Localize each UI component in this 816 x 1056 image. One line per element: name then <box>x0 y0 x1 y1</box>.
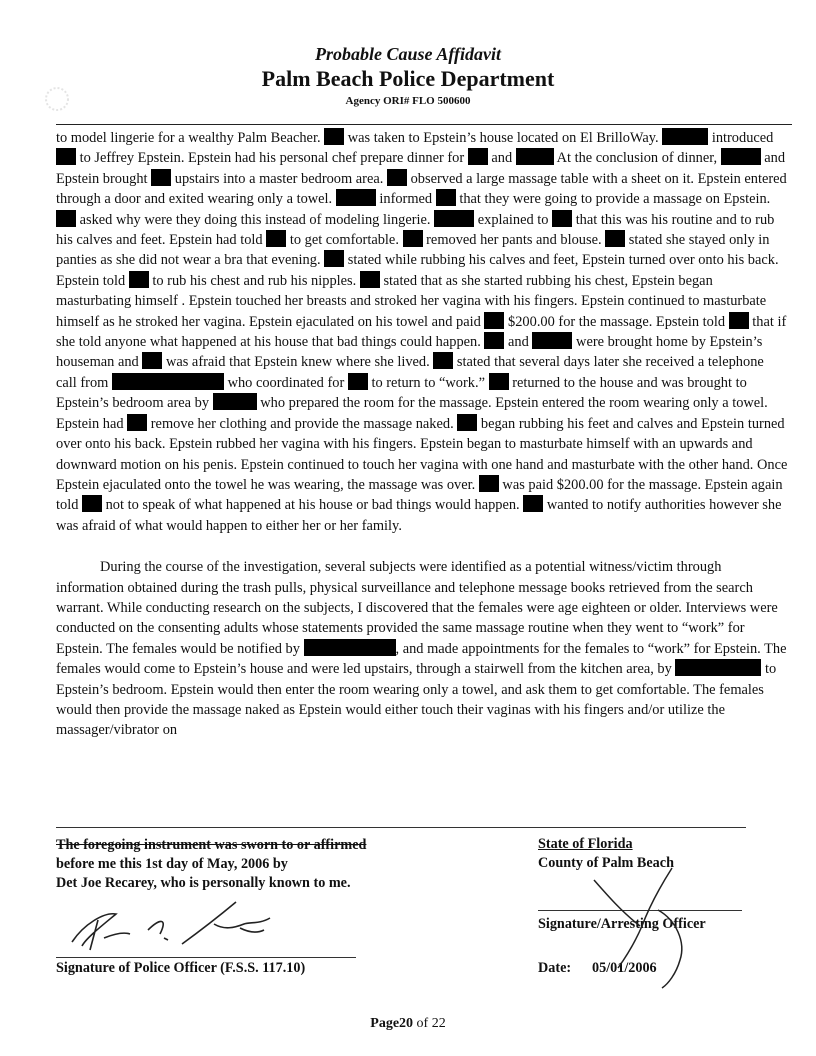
redaction-bar <box>675 659 761 676</box>
redaction-bar <box>56 148 76 165</box>
redaction-bar <box>721 148 761 165</box>
redaction-bar <box>82 495 102 512</box>
page-number: Page20 of 22 <box>370 1016 446 1031</box>
redaction-bar <box>127 414 147 431</box>
redaction-bar <box>112 373 224 390</box>
redaction-bar <box>142 352 162 369</box>
redaction-bar <box>266 230 286 247</box>
officer-signature-rule <box>56 957 356 958</box>
agency-ori: Agency ORI# FLO 500600 <box>345 95 471 107</box>
redaction-bar <box>434 210 474 227</box>
redaction-bar <box>436 189 456 206</box>
redaction-bar <box>403 230 423 247</box>
sworn-line-2: before me this 1st day of May, 2006 by <box>56 856 288 872</box>
sworn-line-3: Det Joe Recarey, who is personally known to me. <box>56 875 351 891</box>
department-name: Palm Beach Police Department <box>261 66 555 91</box>
county-label: County of Palm Beach <box>538 855 674 871</box>
redaction-bar <box>457 414 477 431</box>
redaction-bar <box>360 271 380 288</box>
sworn-line-1: The foregoing instrument was sworn to or affirmed <box>56 837 367 853</box>
redaction-bar <box>468 148 488 165</box>
redaction-bar <box>605 230 625 247</box>
officer-signature-scribble <box>64 894 294 956</box>
redaction-bar <box>489 373 509 390</box>
narrative-paragraph-2: During the course of the investigation, several subjects were identified as a potential witness/victim through information obtained during the trash pulls, physical surveillance and telephone message books retrieved from the search warrant. While conducting research on the subjects, I discovered that the females were age eighteen or older. Interviews were conducted on the consenting adults whose statements provided the same massage routine when they went to “work” for Epstein. The females would be notified by , and made appointments for the females to “work” for Epstein. The females would come to Epstein’s house and were led upstairs, through a stairwell from the kitchen area, by to Epstein’s bedroom. Epstein would then enter the room wearing only a towel, and ask them to get comfortable. The females would then provide the massage naked as Epstein would either touch their vaginas with his fingers and/or utilize the massager/vibrator on <box>56 559 787 739</box>
redaction-bar <box>304 639 396 656</box>
redaction-bar <box>433 352 453 369</box>
faint-stamp-mark <box>38 84 76 114</box>
redaction-bar <box>516 148 554 165</box>
redaction-bar <box>348 373 368 390</box>
redaction-bar <box>484 332 504 349</box>
sworn-statement <box>56 836 476 893</box>
header-rule <box>56 124 792 125</box>
redaction-bar <box>729 312 749 329</box>
redaction-bar <box>151 169 171 186</box>
redaction-bar <box>523 495 543 512</box>
affidavit-body <box>56 128 788 741</box>
redaction-bar <box>324 128 344 145</box>
redaction-bar <box>662 128 708 145</box>
signature-section-rule <box>56 827 746 828</box>
redaction-bar <box>387 169 407 186</box>
date-value: 05/01/2006 <box>592 960 657 976</box>
officer-signature-label: Signature of Police Officer (F.S.S. 117.10) <box>56 960 306 976</box>
redaction-bar <box>484 312 504 329</box>
redaction-bar <box>56 210 76 227</box>
narrative-paragraph-1: to model lingerie for a wealthy Palm Beacher. was taken to Epstein’s house located on El BrilloWay. introduced to Jeffrey Epstein. Epstein had his personal chef prepare dinner for and At the conclusion of dinner, and Epstein brought upstairs into a master bedroom area. observed a large massage table with a sheet on it. Epstein entered through a door and exited wearing only a towel. informed that they were going to provide a massage on Epstein. asked why were they doing this instead of modeling lingerie. explained to that this was his routine and to rub his calves and feet. Epstein had told to get comfortable. removed her pants and blouse. stated she stayed only in panties as she did not wear a bra that evening. stated while rubbing his calves and feet, Epstein turned over onto his back. Epstein told to rub his chest and rub his nipples. stated that as she started rubbing his chest, Epstein began masturbating himself . Epstein touched her breasts and stroked her vagina with his fingers. Epstein continued to masturbate himself as he stroked her vagina. Epstein ejaculated on his towel and paid $200.00 for the massage. Epstein told that if she told anyone what happened at his house that bad things could happen. and were brought home by Epstein’s houseman and was afraid that Epstein knew where she lived. stated that several days later she received a telephone call from who coordinated for to return to “work.” returned to the house and was brought to Epstein’s bedroom area by who prepared the room for the massage. Epstein entered the room wearing only a towel. Epstein had remove her clothing and provide the massage naked. began rubbing his feet and calves and Epstein turned over onto his back. Epstein rubbed her vagina with his fingers. Epstein began to masturbate himself with an upwards and downward motion on his penis. Epstein continued to touch her vagina with one hand and masturbate with the other hand. Once Epstein ejaculated onto the towel he was wearing, the massage was over. was paid $200.00 for the massage. Epstein again told not to speak of what happened at his house or bad things would happen. wanted to notify authorities however she was afraid of what would happen to either her or her family. <box>56 130 788 534</box>
redaction-bar <box>336 189 376 206</box>
arresting-officer-label: Signature/Arresting Officer <box>538 916 706 932</box>
redaction-bar <box>324 250 344 267</box>
date-label: Date: <box>538 960 572 976</box>
redaction-bar <box>552 210 572 227</box>
redaction-bar <box>213 393 257 410</box>
arresting-officer-signature-scribble <box>588 860 688 990</box>
affidavit-title: Probable Cause Affidavit <box>315 44 501 64</box>
redaction-bar <box>479 475 499 492</box>
redaction-bar <box>532 332 572 349</box>
redaction-bar <box>129 271 149 288</box>
state-label: State of Florida <box>538 836 633 852</box>
